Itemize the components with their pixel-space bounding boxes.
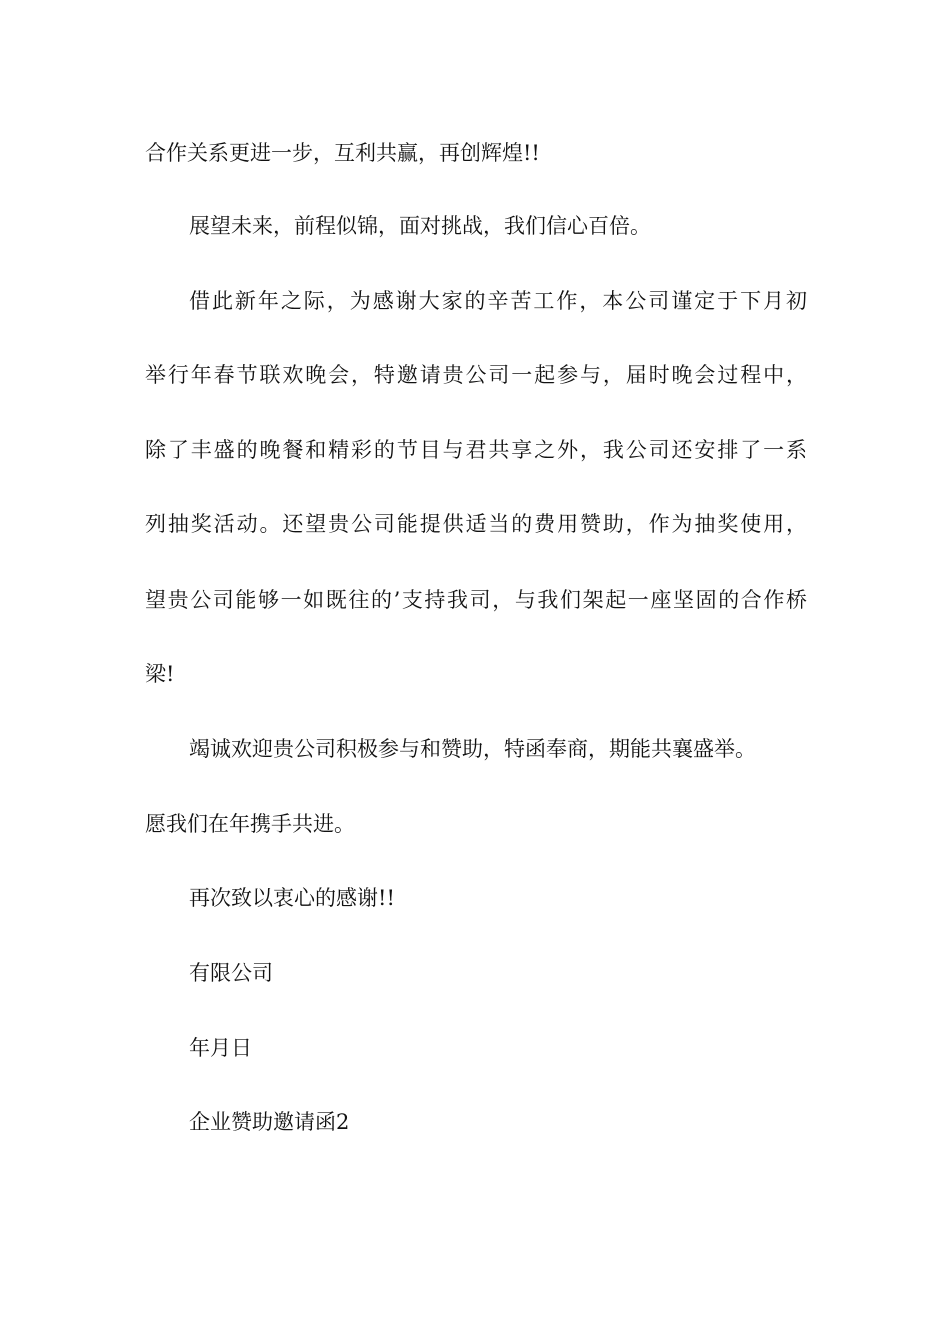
section-heading: 企业赞助邀请函2 bbox=[189, 1110, 350, 1134]
paragraph-line: 合作关系更进一步，互利共赢，再创辉煌!! bbox=[145, 141, 540, 165]
paragraph-line: 除了丰盛的晚餐和精彩的节目与君共享之外，我公司还安排了一系 bbox=[145, 438, 807, 462]
paragraph-line: 列抽奖活动。还望贵公司能提供适当的费用赞助，作为抽奖使用， bbox=[145, 512, 807, 536]
date-line: 年月日 bbox=[189, 1036, 252, 1060]
paragraph-line: 愿我们在年携手共进。 bbox=[145, 812, 355, 836]
paragraph-line: 望贵公司能够一如既往的’支持我司，与我们架起一座坚固的合作桥 bbox=[145, 588, 807, 612]
paragraph-line: 竭诚欢迎贵公司积极参与和赞助，特函奉商，期能共襄盛举。 bbox=[189, 737, 756, 761]
closing-line: 再次致以衷心的感谢!! bbox=[189, 886, 395, 910]
paragraph-line: 借此新年之际，为感谢大家的辛苦工作，本公司谨定于下月初 bbox=[189, 289, 807, 313]
paragraph-line: 梁! bbox=[145, 662, 175, 686]
paragraph-line: 展望未来，前程似锦，面对挑战，我们信心百倍。 bbox=[189, 214, 651, 238]
paragraph-line: 举行年春节联欢晚会，特邀请贵公司一起参与，届时晚会过程中， bbox=[145, 363, 807, 387]
company-signature: 有限公司 bbox=[189, 961, 273, 985]
